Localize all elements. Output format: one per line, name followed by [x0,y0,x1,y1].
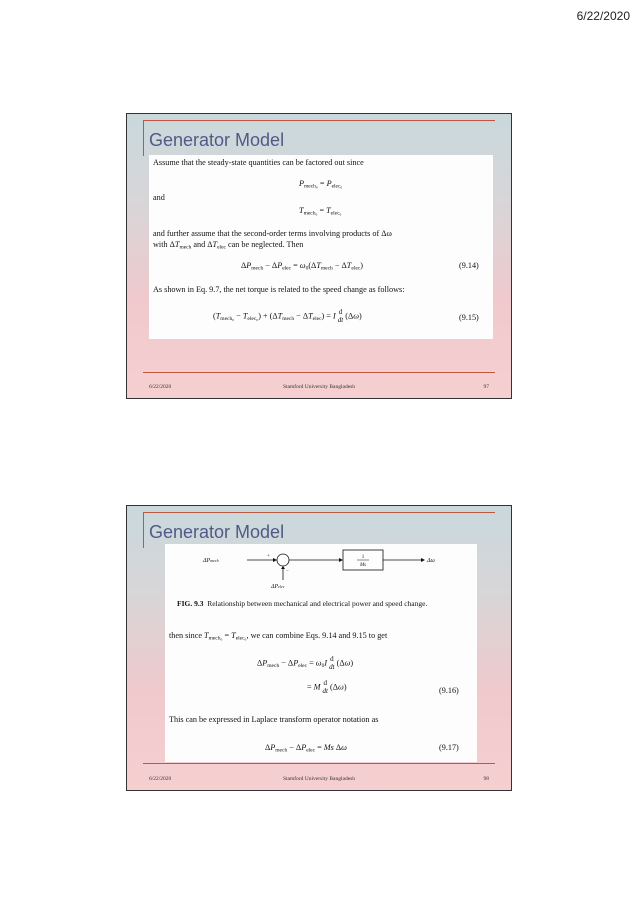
footer-date: 6/22/2020 [149,776,172,782]
text-run: with Δ [153,240,175,249]
textbook-excerpt [149,155,493,339]
figure-caption-text: Relationship between mechanical and electrical power and speed change. [207,599,428,608]
text-run: then since [169,631,205,640]
figure-caption [177,599,427,608]
footer-page-number: 97 [483,384,489,390]
title-bar [143,120,144,156]
paragraph: with $\Delta T_{mech}$ and $\Delta T_{elec}$ can be neglected. Then [153,240,304,251]
text-run: we can combine Eqs. 9.14 and 9.15 to get [248,631,388,640]
plus-sign: + [267,554,270,559]
block-diagram [195,548,445,592]
text-run: and Δ [191,240,213,249]
output-label: Δω [427,558,435,564]
slide-title: Generator Model [149,130,285,150]
textbook-excerpt [165,544,477,762]
equation: $T_{mech_0} = T_{elec_0}$ [299,206,342,217]
summing-junction [277,554,289,566]
arrow-head [339,558,343,562]
paragraph: Assume that the steady-state quantities can be factored out since [153,158,364,167]
paragraph: and [153,193,165,202]
equation-number: (9.15) [459,313,479,322]
equation: $\Delta P_{mech} - \Delta P_{elec} = \omega_0(\Delta T_{mech} - \Delta T_{elec})$ [241,261,363,272]
minus-sign: − [286,569,289,574]
slide-97 [126,113,512,399]
equation-number: (9.14) [459,261,479,270]
block-numerator: 1 [361,555,365,560]
figure-label: FIG. 9.3 [177,599,204,608]
equation-number: (9.16) [439,686,459,695]
paragraph: As shown in Eq. 9.7, the net torque is related to the speed change as follows: [153,285,405,294]
footer-date: 6/22/2020 [149,384,172,390]
title-rule [143,512,495,513]
equation: $(T_{mech_0} - T_{elec_0}) + (\Delta T_{mech} - \Delta T_{elec}) = I$ d dt (Δω) [213,308,362,324]
print-date: 6/22/2020 [576,9,630,23]
input-label-elec: ΔPelec [271,584,285,590]
input-label-mech: ΔPmech [203,558,219,564]
arrow-head [421,558,425,562]
footer-page-number: 98 [483,776,489,782]
footer-rule [143,372,495,373]
slide-98 [126,505,512,791]
equation: $P_{mech_0} = P_{elec_0}$ [299,179,343,190]
arrow-head [273,558,277,562]
arrow-head [281,566,285,569]
text-run: can be neglected. Then [225,240,304,249]
paragraph: This can be expressed in Laplace transform operator notation as [169,715,379,724]
paragraph: and further assume that the second-order terms involving products of Δω [153,229,392,238]
equation-number: (9.17) [439,743,459,752]
title-bar [143,512,144,548]
equation: $\Delta P_{mech} - \Delta P_{elec} = Ms$ Δω [265,743,347,754]
footer-institution: Stamford University Bangladesh [282,384,356,390]
block-denominator: Ms [359,563,367,568]
footer-institution: Stamford University Bangladesh [282,776,356,782]
slide-title: Generator Model [149,522,285,542]
footer-rule [143,763,495,764]
equation: = M d dt (Δω) [307,679,347,695]
equation: $\Delta P_{mech} - \Delta P_{elec} = \omega_0I$ d dt (Δω) [257,655,354,671]
paragraph: then since $T_{mech_0} = T_{elec_0}$, we can combine Eqs. 9.14 and 9.15 to get [169,631,388,642]
title-rule [143,120,495,121]
